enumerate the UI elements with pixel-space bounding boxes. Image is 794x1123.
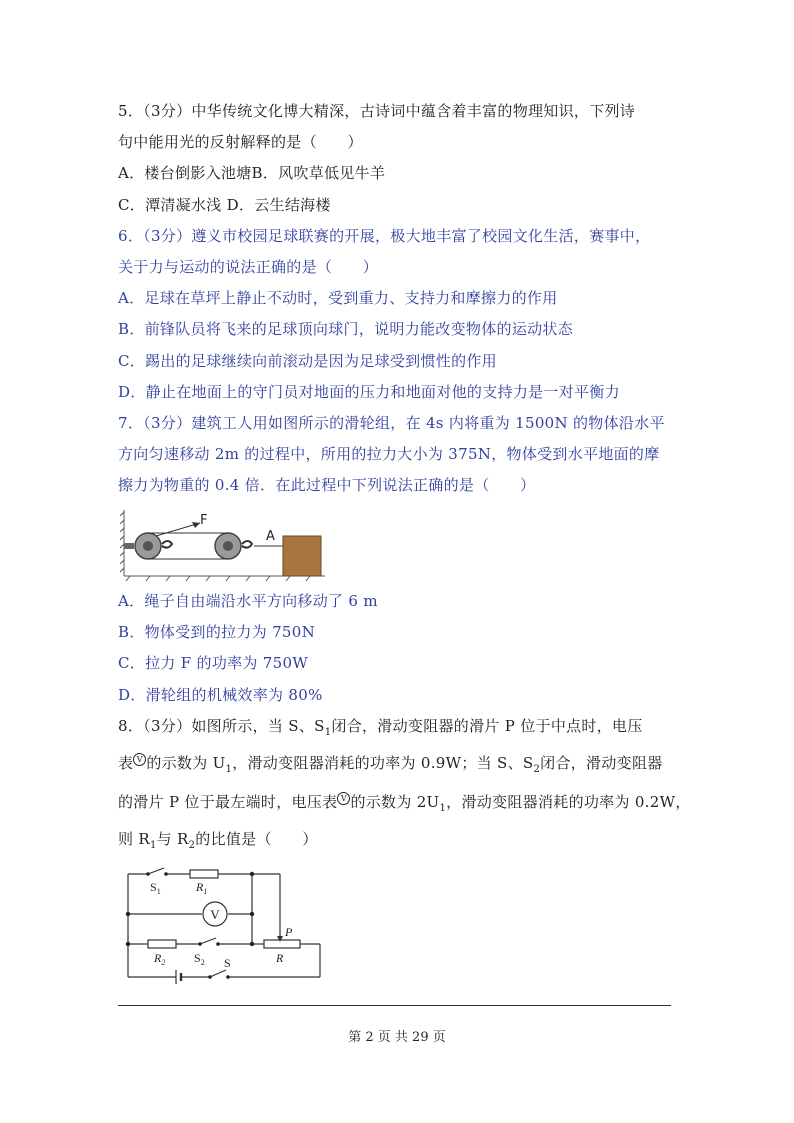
switch-s1-label: S	[150, 880, 157, 894]
q6-option-d: D．静止在地面上的守门员对地面的压力和地面对他的支持力是一对平衡力	[118, 383, 620, 401]
q5-options-cd: C．潭清凝水浅 D．云生结海楼	[118, 196, 331, 214]
q7-stem-line1: 7．（3分）建筑工人用如图所示的滑轮组，在 4s 内将重为 1500N 的物体沿水平	[118, 414, 665, 432]
svg-text:R1: $R_1$	[196, 880, 208, 896]
switch-s-label: S	[224, 956, 231, 970]
block-label-a: A	[266, 529, 275, 544]
q6-option-c: C．踢出的足球继续向前滚动是因为足球受到惯性的作用	[118, 352, 497, 370]
rheostat-r-label: R	[276, 951, 284, 965]
force-label-f: F	[200, 513, 208, 528]
q6-stem-line1: 6．（3分）遵义市校园足球联赛的开展，极大地丰富了校园文化生活，赛事中，	[118, 227, 651, 245]
voltmeter-symbol: V	[133, 753, 146, 766]
pulley-system-figure	[120, 506, 330, 582]
q6-stem-line2: 关于力与运动的说法正确的是（ ）	[118, 258, 379, 276]
page-footer: 第 2 页 共 29 页	[348, 1030, 446, 1045]
switch-s2-label: S	[194, 951, 201, 965]
slider-p-label: P	[285, 925, 293, 939]
svg-text:R2: $R_2$	[154, 951, 166, 967]
circuit-diagram-figure	[120, 866, 330, 986]
block-a	[283, 536, 321, 576]
q8-stem-line2: 表 V 的示数为 $U_1$，滑动变阻器消耗的功率为 0.9W；当 S、$S_2$闭合，滑动变阻器	[118, 754, 663, 775]
resistor-r2-label: R	[154, 951, 162, 965]
q5-options-ab: A．楼台倒影入池塘B．风吹草低见牛羊	[118, 164, 386, 182]
q7-option-b: B．物体受到的拉力为 750N	[118, 623, 316, 641]
q5-stem-line1: 5．（3分）中华传统文化博大精深，古诗词中蕴含着丰富的物理知识，下列诗	[118, 102, 636, 120]
q7-option-c: C．拉力 F 的功率为 750W	[118, 654, 309, 672]
q5-stem-line2: 句中能用光的反射解释的是（ ）	[118, 133, 363, 151]
svg-text:S1: $S_1$	[150, 880, 161, 896]
svg-text:S2: $S_2$	[194, 951, 205, 967]
voltmeter-symbol: V	[337, 792, 350, 805]
q8-stem-line1: 8．（3分）如图所示，当 S、$S_1$闭合，滑动变阻器的滑片 P 位于中点时，电压	[118, 717, 643, 738]
footer-divider	[118, 1005, 671, 1006]
voltmeter-label: V	[210, 907, 220, 922]
q6-option-b: B．前锋队员将飞来的足球顶向球门，说明力能改变物体的运动状态	[118, 320, 574, 338]
q8-stem-line4: 则 $R_1$与 $R_2$的比值是（ ）	[118, 830, 318, 851]
q7-option-a: A．绳子自由端沿水平方向移动了 6 m	[118, 592, 378, 610]
q7-stem-line3: 擦力为物重的 0.4 倍．在此过程中下列说法正确的是（ ）	[118, 476, 536, 494]
q8-stem-line3: 的滑片 P 位于最左端时，电压表 V 的示数为 $2U_1$，滑动变阻器消耗的功率为 0.2W，	[118, 793, 691, 814]
q7-stem-line2: 方向匀速移动 2m 的过程中，所用的拉力大小为 375N，物体受到水平地面的摩	[118, 445, 660, 463]
q6-option-a: A．足球在草坪上静止不动时，受到重力、支持力和摩擦力的作用	[118, 289, 558, 307]
q7-option-d: D．滑轮组的机械效率为 80%	[118, 686, 323, 704]
resistor-r1-label: R	[196, 880, 204, 894]
